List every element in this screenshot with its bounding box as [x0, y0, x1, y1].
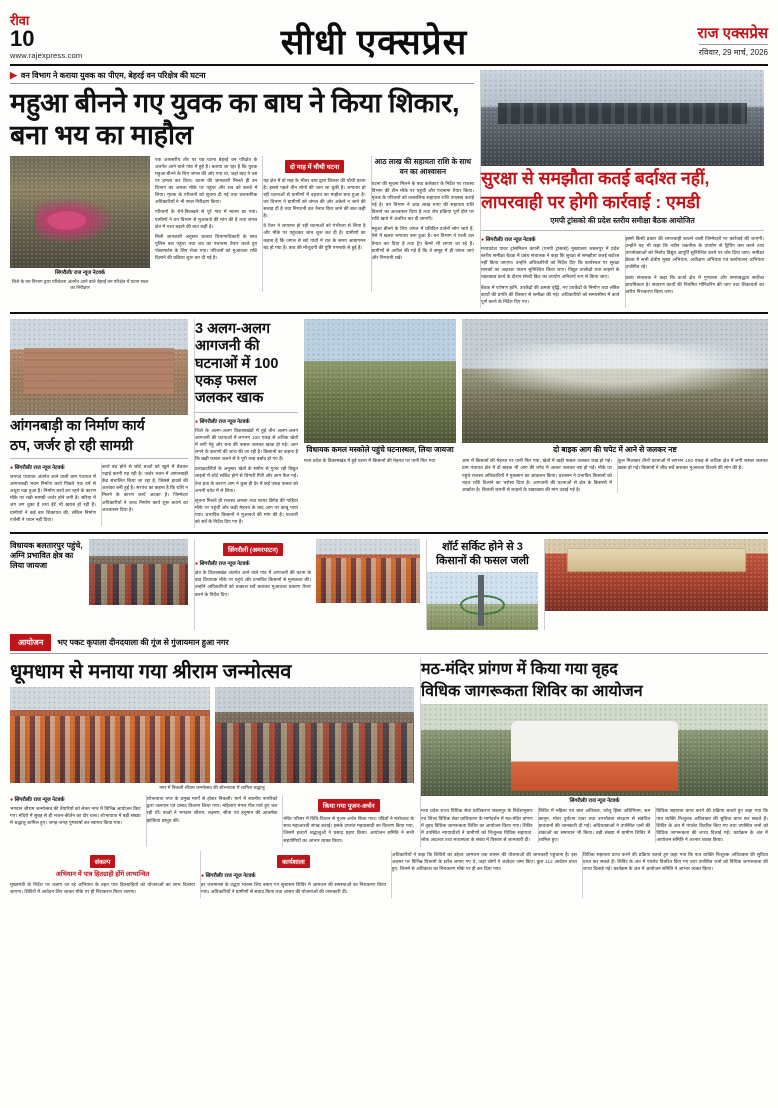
- ayojan-band-text: भए पकट कृपाला दीनदयाला की गूंज से गुंजायमान हुआ नगर: [57, 637, 229, 647]
- ayojan-photo-2: [215, 687, 415, 783]
- top-section: [10, 70, 768, 308]
- anganwadi-col-2: [101, 463, 188, 526]
- edition-label: रीवा: [10, 13, 30, 29]
- ayojan-col-1: [10, 795, 141, 846]
- lead-photo-caption-top: [10, 270, 150, 277]
- triangle-bullet-icon: ▶: [10, 70, 17, 80]
- fire-caption-left: विधायक कमल मस्कोले पहुंचे घटनास्थल, लिया जायजा: [306, 444, 454, 454]
- lead-box-text: यह क्षेत्र में दो माह के भीतर बाघ द्वारा शिकार की चौथी घटना है। इससे पहले तीन लोगों की जान जा चुकी है। लगातार हो रही घटनाओं से ग्रामीणों में दहशत का माहौल बना हुआ है। वन विभाग ने ग्रामीणों को जंगल की ओर अकेले न जाने की सलाह दी है तथा निगरानी दल तैनात किए जाने की बात कही है।: [263, 177, 366, 219]
- footer-text-p1: अधिकारियों ने कहा कि शिविरों का उद्देश्य आमजन तक शासन की योजनाओं की जानकारी पहुंचाना है। इस अवसर पर विभिन्न विभागों के स्टॉल लगाए गए थे, जहां लोगों ने आवेदन जमा किए। कुल 112 आवेदन प्राप्त हुए, जिनमें से अधिकांश का निराकरण मौके पर ही कर दिया गया।: [392, 851, 577, 871]
- fire-photo-left: [304, 319, 456, 443]
- short-circuit-headline: शॉर्ट सर्किट होने से 3 किसानों की फसल जली: [436, 541, 529, 567]
- lead-photo: [10, 156, 150, 268]
- fire-section: [10, 319, 768, 528]
- camp-byline: [421, 798, 768, 805]
- lead-col2-p2: महुआ बीनने के लिए जंगल में प्रतिदिन दर्जनों लोग जाते हैं, ऐसे में खतरा लगातार बना हुआ है। वन विभाग ने गश्ती दल तैनात कर दिया है तथा ट्रैप कैमरे भी लगाए जा रहे हैं। ग्रामीणों से अपील की गई है कि वे समूह में ही जंगल जाएं और निगरानी रखें।: [371, 226, 474, 260]
- stage-photo-block: [544, 539, 768, 630]
- vidhayak-inner: [10, 539, 188, 605]
- amarpatan-inner: [195, 539, 420, 603]
- fire-col1-p1: जिले के अलग-अलग विकासखंडों में हुई तीन अलग-अलग आगजनी की घटनाओं में लगभग 100 एकड़ से अधिक खेतों में लगी गेहूं और चना की फसल जलकर खाक हो गई। आग लगने के कारणों की जांच की जा रही है। किसानों का कहना है कि खड़ी फसल जलने से वे पूरी तरह बर्बाद हो गए हैं।: [195, 427, 298, 462]
- short-circuit-block: [426, 539, 538, 630]
- byline-bullet-icon: ●: [195, 561, 200, 568]
- byline-bullet-icon: ●: [10, 465, 15, 472]
- md-photo: [481, 70, 764, 166]
- masthead-center: [130, 25, 618, 60]
- ayojan-col3-label: किया गया पूजन-अर्चन: [318, 799, 380, 812]
- anganwadi-col1-text: जनपद पंचायत अंतर्गत आने वाली ग्राम पंचायत में आंगनबाड़ी भवन निर्माण कार्य पिछले एक वर्ष से अधूरा पड़ा हुआ है। निर्माण कार्य ठप रहने के कारण मौके पर रखी सामग्री जर्जर होने लगी है। सरिया में जंग लग चुका है तथा ईंटें भी खराब हो रही हैं। ग्रामीणों ने कई बार शिकायत की, लेकिन निर्माण एजेंसी ने ध्यान नहीं दिया।: [10, 474, 96, 522]
- photo-texture: [421, 704, 768, 796]
- amarpatan-byline: [195, 559, 311, 567]
- anganwadi-col-1: [10, 463, 96, 526]
- short-circuit-photo: [427, 572, 538, 630]
- amarpatan-block: [194, 539, 420, 630]
- lead-kicker-text: वन विभाग ने कराया युवक का पीएम, बेहरई वन परिक्षेत्र की घटना: [20, 71, 206, 80]
- md-col1-p1: मध्यप्रदेश पावर ट्रांसमिशन कंपनी (एमपी ट्रांसको) मुख्यालय जबलपुर में प्रदेश स्तरीय समीक्षा बैठक में प्रबंध संचालक ने कहा कि सुरक्षा से समझौता कतई बर्दाश्त नहीं किया जाएगा। उन्होंने अधिकारियों को निर्देश दिए कि कार्यस्थल पर सुरक्षा मानकों का अक्षरशः पालन सुनिश्चित किया जाए। विद्युत उपकेंद्रों तथा लाइनों के रखरखाव कार्य के दौरान सेफ्टी किट का उपयोग अनिवार्य रूप से किया जाए।: [481, 246, 620, 280]
- vidhayak-photo-col: [89, 539, 188, 605]
- fire-right-p1: आग में किसानों की मेहनत पर पानी फिर गया, खेतों में खड़ी फसल जलकर राख हो गई। ग्राम पंचायत क्षेत्र में दो बाइक भी आग की चपेट में आकर जलकर नष्ट हो गईं। मौके पर पहुंचे राजस्व अधिकारियों ने नुकसान का आंकलन किया। प्रशासन ने प्रभावित किसानों को राहत राशि दिलाने का भरोसा दिया है। आगजनी की घटनाओं से क्षेत्र के किसानों में आक्रोश है। बिजली कंपनी से लाइनों के रखरखाव की मांग उठाई गई है।: [462, 458, 612, 492]
- page-number: 10: [10, 26, 35, 51]
- lead-col1-p2: परिजनों के रोने-बिलखने से पूरे गांव में मातम छा गया। ग्रामीणों ने वन विभाग से मुआवजे की मांग की है तथा जंगल क्षेत्र में गश्त बढ़ाने की बात कही है।: [155, 209, 258, 229]
- ayojan-byline-text: सिंगरौली/ राज न्यूज नेटवर्क: [14, 797, 65, 804]
- sankalp-headline: अभियान में पात्र हितग्राही होंगे लाभान्वित: [55, 870, 150, 878]
- md-story: [480, 70, 764, 308]
- fire-photo-right: [462, 319, 768, 443]
- camp-headline-line2: विधिक जागरूकता शिविर का आयोजन: [421, 682, 643, 700]
- fire-byline-text: सिंगरौली/ राज न्यूज नेटवर्क: [199, 418, 250, 425]
- ayojan-col1-text: भगवान श्रीराम जन्मोत्सव की तैयारियों को लेकर नगर में विभिन्न आयोजन किए गए। मंदिरों में सुबह से ही भजन-कीर्तन का दौर चला। शोभायात्रा में बड़ी संख्या में श्रद्धालु शामिल हुए। जगह-जगह पुष्पवर्षा कर स्वागत किया गया।: [10, 806, 141, 826]
- ayojan-columns: [10, 795, 414, 846]
- lead-kicker: [10, 70, 474, 81]
- footer-text-p2: विधिक सहायता प्राप्त करने की प्रक्रिया बताते हुए कहा गया कि पात्र व्यक्ति निःशुल्क अधिवक्ता की सुविधा प्राप्त कर सकते हैं। शिविर के अंत में पंपलेट वितरित किए गए तथा उपस्थित जनों को विधिक जागरूकता की शपथ दिलाई गई। कार्यक्रम के अंत में आयोजन समिति ने आभार व्यक्त किया।: [583, 851, 768, 871]
- byline-bullet-icon: ●: [10, 797, 15, 804]
- masthead-rule: [10, 64, 768, 66]
- amarpatan-byline-text: सिंगरौली/ राज न्यूज नेटवर्क: [199, 561, 250, 568]
- lead-col1-p1: एक अफसरीय तौर पर यह घटना बेहरई वन परिक्षेत्र के अंतर्गत आने वाले गांव में हुई है। बताया जा रहा है कि युवक महुआ बीनने के लिए जंगल की ओर गया था, जहां बाघ ने उस पर हमला कर दिया। घटना की जानकारी मिलते ही वन विभाग का अमला मौके पर पहुंचा और शव को कब्जे में लिया। मृतक के परिजनों को सूचना दी गई तथा प्रशासनिक अधिकारियों ने भी स्थल निरीक्षण किया।: [155, 156, 258, 205]
- photo-texture: [545, 539, 768, 611]
- camp-photo: [421, 704, 768, 796]
- fire-mid-note: मध्य प्रदेश के विकासखंड में हुई घटना में किसानों की मेहनत पर पानी फिर गया: [304, 458, 436, 464]
- lead-col-3: [371, 156, 474, 292]
- anganwadi-headline-line2: ठप, जर्जर हो रही सामग्री: [10, 436, 133, 453]
- fire-byline: [195, 417, 298, 425]
- amarpatan-label: सिंगरौली (अमरपाटन): [223, 543, 283, 556]
- anganwadi-rule: [10, 458, 188, 459]
- karya-box: [200, 851, 386, 899]
- anganwadi-headline-line1: आंगनबाड़ी का निर्माण कार्य: [10, 416, 145, 433]
- camp-col2: शिविर में महिला एवं बाल अधिकार, घरेलू हिंसा अधिनियम, श्रम कानून, मोटर दुर्घटना दावा तथा उपभोक्ता संरक्षण से संबंधित प्रावधानों की जानकारी दी गई। अधिवक्ताओं ने उपस्थित जनों की शंकाओं का समाधान भी किया। बड़ी संख्या में ग्रामीण शिविर में शामिल हुए।: [538, 808, 651, 842]
- lead-story: [10, 70, 474, 308]
- fire-headline: 3 अलग-अलग आगजनी की घटनाओं में 100 एकड़ फसल जलकर खाक: [195, 320, 279, 407]
- anganwadi-col2-text: कार्य बंद होने से छोटे बच्चों को खुले में बैठकर पढ़ाई करनी पड़ रही है। जर्जर भवन में आंगनबाड़ी केंद्र संचालित किया जा रहा है, जिससे हादसे की आशंका बनी हुई है। सरपंच का कहना है कि राशि न मिलने के कारण कार्य अटका है। जिम्मेदार अधिकारियों ने जल्द निर्माण कार्य शुरू कराने का आश्वासन दिया है।: [102, 464, 188, 512]
- fire-col1-p3: सूचना मिलते ही राजस्व अमला तथा फायर ब्रिगेड की गाड़ियां मौके पर पहुंचीं और कड़ी मेहनत के बाद आग पर काबू पाया गया। प्रभावित किसानों ने मुआवजे की मांग की है। पटवारी को सर्वे के निर्देश दिए गए हैं।: [195, 497, 298, 525]
- amarpatan-text-p: क्षेत्र के विकासखंड अंतर्गत आने वाले गांव में आगजनी की घटना के बाद विधायक मौके पर पहुंचे और प्रभावित किसानों से मुलाकात की। उन्होंने अधिकारियों को तत्काल सर्वे कराकर मुआवजा प्रकरण तैयार करने के निर्देश दिए।: [195, 570, 311, 597]
- karya-text: हर जनमानस के उद्धार भावना लिए बनाए गए सुशासन शिविर में आमजन की समस्याओं का निराकरण किया गया। अधिकारियों ने ग्रामीणों से संवाद किया तथा शासन की योजनाओं की जानकारी दी।: [201, 881, 386, 894]
- byline-bullet-icon: ●: [195, 418, 200, 425]
- lead-col1-p3: मिली जानकारी अनुसार बताया विभागाधिकारी के साथ पुलिस बल पहुंचा तथा शव का पंचनामा तैयार करते हुए पोस्टमार्टम के लिए भेजा गया। परिजनों को मुआवजा राशि दिलाने की प्रक्रिया शुरू कर दी गई है।: [155, 233, 258, 261]
- footer-text-1: [391, 851, 577, 899]
- fire-grid: [10, 319, 768, 528]
- lead-text-columns: [155, 156, 474, 292]
- vidhayak-caption-col: [10, 539, 84, 605]
- ayojan-col-3: [282, 795, 414, 846]
- newspaper-title: सीधी एक्सप्रेस: [280, 23, 468, 62]
- sankalp-text: मुख्यमंत्री के निर्देश पर चलाए जा रहे अभियान के तहत पात्र हितग्राहियों को योजनाओं का लाभ दिलाया जाएगा। शिविरों में आवेदन लिए जाकर मौके पर ही निराकरण किया जाएगा।: [10, 882, 195, 895]
- md-col2-p1: इसमें किसी प्रकार की लापरवाही बरतने वाली जिम्मेदारों पर कार्रवाई की जाएगी। उन्होंने यह भी कहा कि नवीन तकनीक के उपयोग से ट्रिपिंग कम करने तथा उपभोक्ताओं को निर्बाध विद्युत आपूर्ति सुनिश्चित करने पर जोर दिया जाए। समीक्षा बैठक में सभी क्षेत्रीय मुख्य अभियंता, अधीक्षण अभियंता एवं कार्यपालन अभियंता उपस्थित रहे।: [625, 236, 764, 270]
- lead-headline: महुआ बीनने गए युवक का बाघ ने किया शिकार, बना भय का माहौल: [10, 88, 460, 150]
- photo-texture: [89, 539, 188, 605]
- photo-texture: [10, 319, 188, 415]
- anganwadi-byline: [10, 463, 96, 471]
- lead-photo-caption: जिले के वन विभाग द्वारा परिवेदना अंतर्गत आने वाले बेहरई वन परिक्षेत्र में घटना स्थल का निरीक्षण: [11, 279, 149, 291]
- lead-photo-credit: सिंगरौली/ राज न्यूज नेटवर्क: [55, 269, 105, 276]
- lead-columns: [10, 156, 474, 292]
- ayojan-rule: [10, 653, 768, 654]
- sankalp-box: [10, 851, 195, 899]
- camp-col1: मध्य प्रदेश राज्य विधिक सेवा प्राधिकरण जबलपुर के निर्देशानुसार एवं जिला विधिक सेवा प्राधिकरण के मार्गदर्शन में मठ-मंदिर प्रांगण में वृहद विधिक जागरूकता शिविर का आयोजन किया गया। शिविर में उपस्थित न्यायाधीशों ने ग्रामीणों को निःशुल्क विधिक सहायता, लोक अदालत तथा मध्यस्थता के संबंध में विस्तार से जानकारी दी।: [421, 808, 533, 842]
- karya-byline-text: सिंगरौली/ राज न्यूज नेटवर्क: [205, 872, 256, 879]
- stage-photo: [545, 539, 768, 611]
- masthead-right: [618, 26, 768, 60]
- masthead-left: [10, 14, 130, 60]
- mid-strip: [10, 539, 768, 630]
- footer-text-2: [582, 851, 768, 899]
- fire-right-p2: कुल मिलाकर तीनों घटनाओं में लगभग 100 एकड़ से अधिक क्षेत्र में लगी फसल जलकर खाक हो गई। किसानों ने शीघ्र सर्वे कराकर मुआवजा दिलाने की मांग की है।: [617, 457, 768, 493]
- ayojan-headline: धूमधाम से मनाया गया श्रीराम जन्मोत्सव: [10, 660, 292, 683]
- anganwadi-byline-text: सिंगरौली/ राज न्यूज नेटवर्क: [14, 465, 65, 472]
- fire-left-text: [194, 319, 298, 528]
- fire-photo-left-block: [304, 319, 456, 528]
- brand-name: राज एक्सप्रेस: [697, 25, 768, 42]
- fire-right-columns: [462, 457, 768, 496]
- byline-bullet-icon: ●: [201, 872, 206, 879]
- section-divider-2: [10, 532, 768, 534]
- lead-box2-text: घटना की सूचना मिलने के बाद कलेक्टर के निर्देश पर राजस्व विभाग की टीम मौके पर पहुंची और पंचनामा तैयार किया। मृतक के परिजनों को तत्कालिक सहायता राशि उपलब्ध कराई गई है। वन विभाग ने आठ लाख रुपए की सहायता राशि दिलाने का आश्वासन दिया है तथा शेष प्रक्रिया पूर्ण होने पर राशि खाते में अंतरित कर दी जाएगी।: [371, 180, 474, 222]
- camp-col3: विधिक सहायता प्राप्त करने की प्रक्रिया बताते हुए कहा गया कि पात्र व्यक्ति निःशुल्क अधिवक्ता की सुविधा प्राप्त कर सकते हैं। शिविर के अंत में पंपलेट वितरित किए गए तथा उपस्थित जनों को विधिक जागरूकता की शपथ दिलाई गई। कार्यक्रम के अंत में आयोजन समिति ने आभार व्यक्त किया।: [656, 808, 769, 842]
- ayojan-byline: [10, 795, 141, 803]
- md-col-1: [481, 235, 620, 308]
- photo-texture: [427, 572, 538, 630]
- md-columns: [481, 235, 764, 308]
- vidhayak-caption: विधायक बलतारपुर पहुंचे, अग्नि प्रभावित क्षेत्र का लिया जायजा: [10, 541, 83, 571]
- anganwadi-story: [10, 319, 188, 528]
- lead-photo-column: [10, 156, 150, 292]
- anganwadi-columns: [10, 463, 188, 526]
- md-col-2: [625, 235, 765, 308]
- camp-byline-text: सिंगरौली/ राज न्यूज नेटवर्क: [569, 798, 620, 805]
- md-subhead: एमपी ट्रांसको की प्रदेश स्तरीय समीक्षा बैठक आयोजित: [550, 216, 695, 225]
- karya-label: कार्यशाला: [277, 855, 310, 868]
- karya-byline: [201, 871, 386, 879]
- ayojan-tag: आयोजन: [10, 634, 51, 651]
- ayojan-col2-text: शोभायात्रा नगर के प्रमुख मार्गों से होकर निकली। मार्ग में स्थानीय नागरिकों द्वारा जलपान एवं प्रसाद वितरण किया गया। महिलाएं मंगल गीत गाते हुए चल रही थीं। बच्चों ने भगवान श्रीराम, लक्ष्मण, सीता एवं हनुमान की आकर्षक झांकियां प्रस्तुत कीं।: [146, 796, 278, 823]
- md-col1-p2: बैठक में पारेषण हानि, उपकेंद्रों की क्षमता वृद्धि, नए उपकेंद्रों के निर्माण तथा लंबित कार्यों की प्रगति की विस्तार से समीक्षा की गई। अधिकारियों को समयसीमा में कार्य पूर्ण करने के निर्देश दिए गए।: [481, 284, 620, 304]
- camp-headline-line1: मठ-मंदिर प्रांगण में किया गया वृहद: [421, 660, 618, 678]
- photo-texture: [304, 319, 456, 443]
- photo-texture: [462, 319, 768, 443]
- md-col2-p2: प्रबंध संचालक ने कहा कि ऊर्जा क्षेत्र में गुणवत्ता और समयबद्धता सर्वोच्च प्राथमिकता है। संधारण कार्यों की नियमित मॉनिटरिंग की जाए तथा शिकायतों का त्वरित निराकरण किया जाए।: [625, 274, 764, 294]
- md-headline-line1: सुरक्षा से समझौता कतई बर्दाश्त नहीं,: [481, 168, 710, 188]
- dateline: रविवार, 29 मार्च, 2026: [699, 44, 768, 58]
- ayojan-col3-text: मंदिर परिसर में विधि-विधान से पूजन-अर्चन किया गया। पंडितों ने मंत्रोच्चार के साथ महाआरती संपन्न कराई। इसके उपरांत महाप्रसादी का वितरण किया गया, जिसमें हजारों श्रद्धालुओं ने प्रसाद ग्रहण किया। आयोजन समिति ने सभी सहयोगियों का आभार व्यक्त किया।: [283, 816, 415, 843]
- ayojan-photos: [10, 687, 414, 783]
- amarpatan-photo: [316, 539, 420, 603]
- vidhayak-block: [10, 539, 188, 630]
- fire-photo-right-block: [462, 319, 768, 528]
- vidhayak-photo: [89, 539, 188, 605]
- ayojan-band: [10, 634, 768, 651]
- md-byline: [481, 235, 620, 243]
- fire-col1-p2: प्रत्यक्षदर्शियों के अनुसार खेतों के समीप से गुजर रही विद्युत लाइनों में शॉर्ट सर्किट होने से चिंगारी गिरी और आग फैल गई। तेज हवा के कारण आग ने कुछ ही देर में कई एकड़ फसल को अपनी चपेट में ले लिया।: [195, 466, 298, 493]
- lead-box2-label: आठ लाख की सहायता राशि के साथ वन का आश्वासन: [374, 156, 472, 176]
- section-divider-1: [10, 312, 768, 314]
- amarpatan-text: [195, 539, 311, 603]
- ayojan-photo-caption: नगर में निकली श्रीराम जन्मोत्सव की शोभायात्रा में शामिल श्रद्धालु: [159, 784, 265, 790]
- lead-col-2: [262, 156, 365, 292]
- ayojan-photo-1: [10, 687, 210, 783]
- lead-col2-p1: वे रेंजर ने लगातार हो रही घटनाओं को गंभीरता से लिया है और मौके पर पहुंचकर जांच शुरू कर दी है। ग्रामीणों का कहना है कि जंगल से सटे गांवों में रात के समय आवागमन बंद हो गया है। बाघ की मौजूदगी की पुष्टि पगमार्क से हुई है।: [263, 223, 366, 250]
- md-rule: [481, 230, 764, 231]
- ayojan-story: [10, 658, 414, 847]
- md-headline-line2: लापरवाही पर होगी कार्रवाई : एमडी: [481, 192, 701, 212]
- sankalp-label: संकल्प: [90, 855, 116, 868]
- fire-caption-right: दो बाइक आग की चपेट में आने से जलकर नष्ट: [553, 444, 677, 454]
- footer-strip: [10, 851, 768, 899]
- ayojan-col-2: [146, 795, 278, 846]
- photo-texture: [481, 70, 764, 166]
- lead-box-label: दो माह में चौथी घटना: [285, 160, 344, 173]
- photo-texture: [10, 687, 210, 783]
- photo-texture: [316, 539, 420, 603]
- website-url[interactable]: www.rajexpress.com: [10, 51, 83, 60]
- photo-texture: [215, 687, 415, 783]
- md-byline-text: सिंगरौली/ राज न्यूज नेटवर्क: [485, 237, 536, 243]
- lead-col-1: [155, 156, 257, 292]
- amarpatan-photo-col: [316, 539, 420, 603]
- photo-texture: [10, 156, 150, 268]
- camp-columns: [421, 807, 768, 846]
- anganwadi-photo: [10, 319, 188, 415]
- camp-story: [420, 658, 768, 847]
- lead-kicker-rule: [10, 83, 474, 84]
- byline-bullet-icon: ●: [481, 237, 486, 243]
- fire-rule: [195, 412, 298, 413]
- bottom-section: [10, 658, 768, 847]
- masthead: [10, 8, 768, 60]
